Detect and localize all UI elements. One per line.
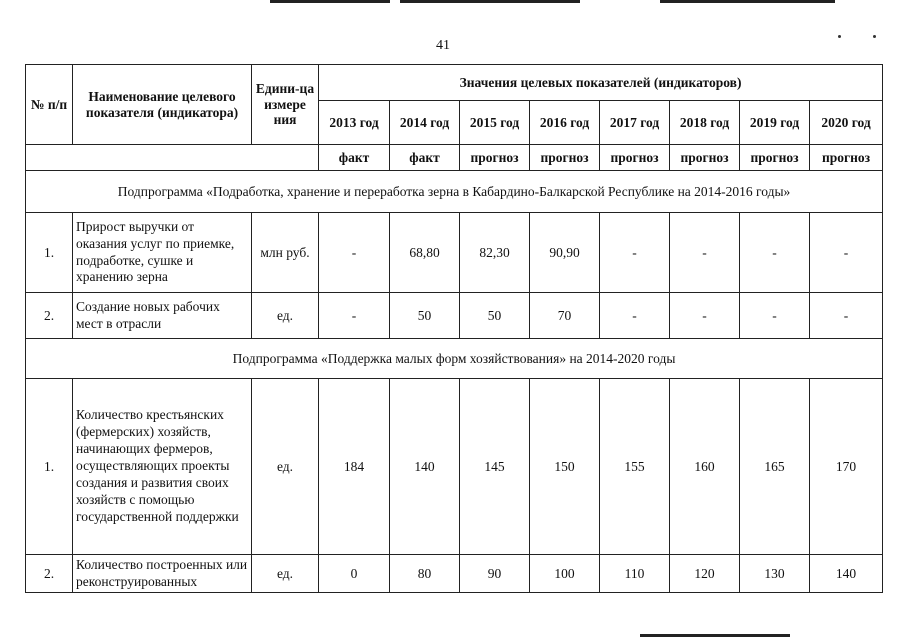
row-name: Количество построенных или реконструированных — [73, 555, 252, 593]
table-row — [26, 293, 883, 339]
row-value-2016: 70 — [530, 293, 600, 339]
row-value-2017: 155 — [600, 379, 670, 555]
section-row — [26, 171, 883, 213]
row-value-2015: 50 — [460, 293, 530, 339]
row-unit: ед. — [252, 379, 319, 555]
row-value-2018: - — [670, 293, 740, 339]
row-value-2020: 170 — [810, 379, 883, 555]
row-value-2014: 68,80 — [390, 213, 460, 293]
header-row-types — [26, 145, 883, 171]
header-year-2013: 2013 год — [319, 101, 390, 145]
row-value-2018: 160 — [670, 379, 740, 555]
header-num: № п/п — [26, 65, 73, 145]
header-type-2020: прогноз — [810, 145, 883, 171]
row-value-2018: 120 — [670, 555, 740, 593]
header-row-1 — [26, 65, 883, 101]
header-unit: Едини-ца измере ния — [252, 65, 319, 145]
header-year-2017: 2017 год — [600, 101, 670, 145]
row-value-2014: 140 — [390, 379, 460, 555]
scan-artifact-top-3 — [660, 0, 835, 3]
header-name: Наименование целевого показателя (индикатора) — [73, 65, 252, 145]
row-value-2018: - — [670, 213, 740, 293]
row-value-2019: 130 — [740, 555, 810, 593]
row-value-2015: 145 — [460, 379, 530, 555]
section-title: Подпрограмма «Поддержка малых форм хозяйствования» на 2014-2020 годы — [26, 339, 883, 379]
row-value-2020: - — [810, 213, 883, 293]
row-value-2014: 50 — [390, 293, 460, 339]
row-value-2020: - — [810, 293, 883, 339]
row-value-2013: 0 — [319, 555, 390, 593]
header-type-2019: прогноз — [740, 145, 810, 171]
header-year-2019: 2019 год — [740, 101, 810, 145]
header-year-2015: 2015 год — [460, 101, 530, 145]
row-name: Количество крестьянских (фермерских) хозяйств, начинающих фермеров, осуществляющих проекты создания и развития своих хозяйств с помощью государственной поддержки — [73, 379, 252, 555]
scan-speck — [873, 35, 876, 38]
header-year-2020: 2020 год — [810, 101, 883, 145]
row-num: 1. — [26, 379, 73, 555]
row-unit: ед. — [252, 293, 319, 339]
row-name: Создание новых рабочих мест в отрасли — [73, 293, 252, 339]
page-number: 41 — [436, 38, 450, 53]
scan-artifact-bottom — [640, 634, 790, 637]
row-value-2014: 80 — [390, 555, 460, 593]
row-value-2017: - — [600, 293, 670, 339]
row-value-2019: - — [740, 293, 810, 339]
row-unit: ед. — [252, 555, 319, 593]
row-value-2016: 100 — [530, 555, 600, 593]
row-value-2017: 110 — [600, 555, 670, 593]
row-name: Прирост выручки от оказания услуг по приемке, подработке, сушке и хранению зерна — [73, 213, 252, 293]
row-unit: млн руб. — [252, 213, 319, 293]
header-year-2018: 2018 год — [670, 101, 740, 145]
row-value-2019: 165 — [740, 379, 810, 555]
section-title: Подпрограмма «Подработка, хранение и переработка зерна в Кабардино-Балкарской Республике на 2014-2016 годы» — [26, 171, 883, 213]
header-year-2014: 2014 год — [390, 101, 460, 145]
row-value-2015: 82,30 — [460, 213, 530, 293]
row-num: 2. — [26, 293, 73, 339]
row-value-2013: - — [319, 213, 390, 293]
row-value-2013: - — [319, 293, 390, 339]
scan-artifact-top-2 — [400, 0, 580, 3]
scan-speck — [838, 35, 841, 38]
header-type-2015: прогноз — [460, 145, 530, 171]
header-types-blank — [26, 145, 319, 171]
header-type-2018: прогноз — [670, 145, 740, 171]
scan-artifact-top-1 — [270, 0, 390, 3]
row-value-2017: - — [600, 213, 670, 293]
header-type-2017: прогноз — [600, 145, 670, 171]
header-type-2016: прогноз — [530, 145, 600, 171]
row-num: 2. — [26, 555, 73, 593]
row-value-2013: 184 — [319, 379, 390, 555]
section-row — [26, 339, 883, 379]
row-value-2019: - — [740, 213, 810, 293]
table-row — [26, 379, 883, 555]
indicators-table — [25, 64, 883, 593]
header-type-2013: факт — [319, 145, 390, 171]
row-num: 1. — [26, 213, 73, 293]
header-type-2014: факт — [390, 145, 460, 171]
header-values-group: Значения целевых показателей (индикаторов) — [319, 65, 883, 101]
header-year-2016: 2016 год — [530, 101, 600, 145]
table-row — [26, 555, 883, 593]
row-value-2016: 150 — [530, 379, 600, 555]
table-row — [26, 213, 883, 293]
row-value-2020: 140 — [810, 555, 883, 593]
row-value-2016: 90,90 — [530, 213, 600, 293]
row-value-2015: 90 — [460, 555, 530, 593]
